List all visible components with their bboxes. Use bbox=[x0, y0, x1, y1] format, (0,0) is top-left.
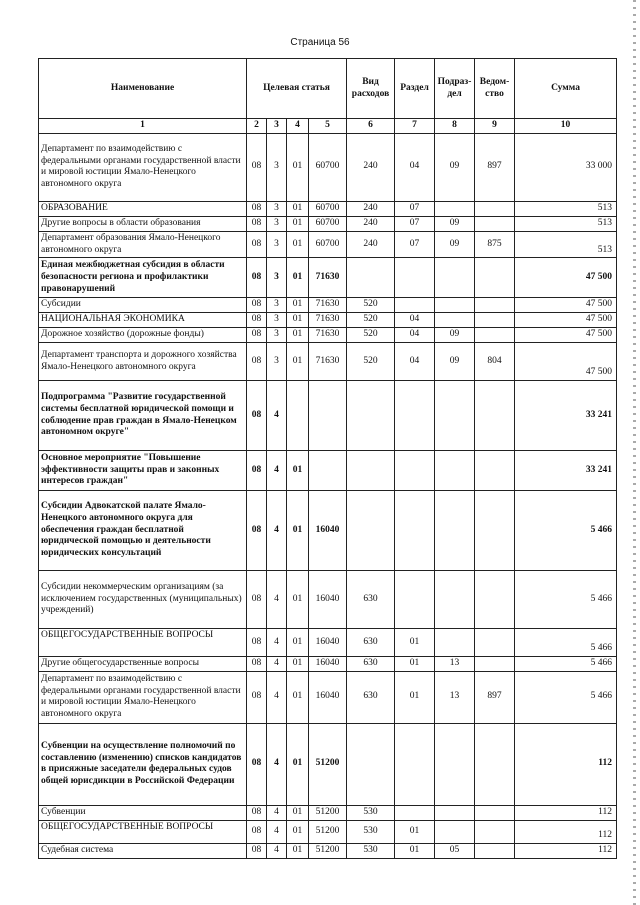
row-code-c7 bbox=[395, 381, 435, 451]
table-body bbox=[39, 133, 617, 858]
table-row bbox=[39, 843, 617, 858]
row-code-c9 bbox=[475, 216, 515, 231]
row-code-c3: 4 bbox=[267, 629, 287, 657]
row-code-c6: 520 bbox=[347, 343, 395, 381]
row-code-c2: 08 bbox=[247, 820, 267, 843]
row-code-c4: 01 bbox=[287, 571, 309, 629]
table-row bbox=[39, 629, 617, 657]
row-code-c7: 07 bbox=[395, 201, 435, 216]
row-code-c7 bbox=[395, 451, 435, 491]
header-sum: Сумма bbox=[515, 59, 617, 119]
row-code-c8 bbox=[435, 723, 475, 805]
row-code-c7: 01 bbox=[395, 820, 435, 843]
row-code-c9 bbox=[475, 313, 515, 328]
row-code-c2: 08 bbox=[247, 298, 267, 313]
row-code-c7: 01 bbox=[395, 843, 435, 858]
row-name: НАЦИОНАЛЬНАЯ ЭКОНОМИКА bbox=[39, 313, 247, 328]
row-code-c6 bbox=[347, 723, 395, 805]
table-row bbox=[39, 258, 617, 298]
row-code-c6: 630 bbox=[347, 571, 395, 629]
row-code-c9 bbox=[475, 201, 515, 216]
row-code-c8: 09 bbox=[435, 133, 475, 201]
row-name: Другие вопросы в области образования bbox=[39, 216, 247, 231]
row-code-c3: 4 bbox=[267, 843, 287, 858]
row-code-c2: 08 bbox=[247, 343, 267, 381]
row-code-c9 bbox=[475, 328, 515, 343]
row-code-c8: 09 bbox=[435, 343, 475, 381]
row-name: Департамент транспорта и дорожного хозяйства Ямало-Ненецкого автономного округа bbox=[39, 343, 247, 381]
header-row bbox=[39, 59, 617, 119]
row-code-c3: 4 bbox=[267, 491, 287, 571]
row-code-c5: 16040 bbox=[309, 629, 347, 657]
row-code-c4: 01 bbox=[287, 133, 309, 201]
row-code-c3: 3 bbox=[267, 298, 287, 313]
row-code-c5: 60700 bbox=[309, 201, 347, 216]
row-code-c6: 630 bbox=[347, 657, 395, 672]
row-code-c2: 08 bbox=[247, 201, 267, 216]
row-sum: 33 241 bbox=[515, 451, 617, 491]
row-code-c6: 530 bbox=[347, 820, 395, 843]
row-code-c2: 08 bbox=[247, 843, 267, 858]
row-sum: 47 500 bbox=[515, 258, 617, 298]
row-sum: 47 500 bbox=[515, 313, 617, 328]
row-code-c8 bbox=[435, 258, 475, 298]
table-row bbox=[39, 657, 617, 672]
table-row bbox=[39, 491, 617, 571]
row-code-c9 bbox=[475, 657, 515, 672]
row-code-c3: 3 bbox=[267, 313, 287, 328]
row-code-c7: 01 bbox=[395, 657, 435, 672]
row-code-c5 bbox=[309, 381, 347, 451]
row-name: ОБЩЕГОСУДАРСТВЕННЫЕ ВОПРОСЫ bbox=[39, 629, 247, 657]
row-sum: 5 466 bbox=[515, 629, 617, 657]
row-sum: 5 466 bbox=[515, 491, 617, 571]
row-code-c7: 07 bbox=[395, 216, 435, 231]
column-number: 2 bbox=[247, 119, 267, 134]
row-code-c2: 08 bbox=[247, 805, 267, 820]
row-sum: 112 bbox=[515, 805, 617, 820]
row-code-c9 bbox=[475, 723, 515, 805]
row-code-c9 bbox=[475, 491, 515, 571]
header-dept: Ведом-ство bbox=[475, 59, 515, 119]
row-code-c3: 4 bbox=[267, 451, 287, 491]
row-code-c2: 08 bbox=[247, 328, 267, 343]
row-code-c7: 07 bbox=[395, 231, 435, 258]
row-code-c3: 4 bbox=[267, 381, 287, 451]
header-subsection: Подраз-дел bbox=[435, 59, 475, 119]
table-row bbox=[39, 328, 617, 343]
row-code-c7: 01 bbox=[395, 671, 435, 723]
row-code-c2: 08 bbox=[247, 723, 267, 805]
row-code-c4: 01 bbox=[287, 843, 309, 858]
table-row bbox=[39, 381, 617, 451]
row-code-c9: 897 bbox=[475, 133, 515, 201]
row-code-c6 bbox=[347, 451, 395, 491]
column-number-row bbox=[39, 119, 617, 134]
table-row bbox=[39, 820, 617, 843]
row-code-c6 bbox=[347, 491, 395, 571]
table-row bbox=[39, 231, 617, 258]
row-sum: 5 466 bbox=[515, 671, 617, 723]
row-code-c3: 4 bbox=[267, 723, 287, 805]
row-code-c9 bbox=[475, 451, 515, 491]
row-name: Субвенции bbox=[39, 805, 247, 820]
row-code-c2: 08 bbox=[247, 216, 267, 231]
row-code-c6: 240 bbox=[347, 216, 395, 231]
row-name: Субсидии bbox=[39, 298, 247, 313]
table-row bbox=[39, 201, 617, 216]
column-number: 10 bbox=[515, 119, 617, 134]
row-sum: 513 bbox=[515, 231, 617, 258]
budget-table bbox=[38, 58, 617, 859]
row-code-c6: 520 bbox=[347, 298, 395, 313]
row-sum: 47 500 bbox=[515, 343, 617, 381]
row-code-c8: 13 bbox=[435, 671, 475, 723]
row-code-c9 bbox=[475, 805, 515, 820]
header-target: Целевая статья bbox=[247, 59, 347, 119]
row-sum: 33 000 bbox=[515, 133, 617, 201]
row-name: Департамент образования Ямало-Ненецкого автономного округа bbox=[39, 231, 247, 258]
row-code-c4: 01 bbox=[287, 629, 309, 657]
row-name: ОБРАЗОВАНИЕ bbox=[39, 201, 247, 216]
row-code-c8: 09 bbox=[435, 216, 475, 231]
row-code-c4: 01 bbox=[287, 657, 309, 672]
row-code-c6: 240 bbox=[347, 133, 395, 201]
row-code-c5 bbox=[309, 451, 347, 491]
row-code-c5: 60700 bbox=[309, 216, 347, 231]
row-sum: 112 bbox=[515, 843, 617, 858]
row-code-c9 bbox=[475, 298, 515, 313]
row-code-c8 bbox=[435, 313, 475, 328]
row-code-c4: 01 bbox=[287, 328, 309, 343]
row-name: Основное мероприятие "Повышение эффективности защиты прав и законных интересов граждан" bbox=[39, 451, 247, 491]
row-code-c3: 4 bbox=[267, 820, 287, 843]
column-number: 1 bbox=[39, 119, 247, 134]
row-code-c2: 08 bbox=[247, 451, 267, 491]
row-code-c4 bbox=[287, 381, 309, 451]
row-code-c3: 3 bbox=[267, 231, 287, 258]
row-code-c7 bbox=[395, 258, 435, 298]
column-number: 9 bbox=[475, 119, 515, 134]
row-code-c5: 71630 bbox=[309, 258, 347, 298]
row-code-c2: 08 bbox=[247, 629, 267, 657]
row-code-c2: 08 bbox=[247, 657, 267, 672]
row-code-c8 bbox=[435, 571, 475, 629]
row-code-c6: 520 bbox=[347, 313, 395, 328]
row-code-c3: 4 bbox=[267, 571, 287, 629]
column-number: 4 bbox=[287, 119, 309, 134]
row-code-c5: 60700 bbox=[309, 133, 347, 201]
row-sum: 112 bbox=[515, 723, 617, 805]
row-code-c6: 630 bbox=[347, 671, 395, 723]
row-code-c8: 05 bbox=[435, 843, 475, 858]
row-code-c5: 71630 bbox=[309, 313, 347, 328]
row-sum: 112 bbox=[515, 820, 617, 843]
row-code-c5: 71630 bbox=[309, 343, 347, 381]
row-code-c7 bbox=[395, 805, 435, 820]
row-code-c3: 4 bbox=[267, 657, 287, 672]
row-code-c9: 875 bbox=[475, 231, 515, 258]
row-code-c5: 16040 bbox=[309, 657, 347, 672]
row-code-c6: 530 bbox=[347, 805, 395, 820]
row-code-c5: 71630 bbox=[309, 298, 347, 313]
row-code-c2: 08 bbox=[247, 571, 267, 629]
row-code-c5: 51200 bbox=[309, 820, 347, 843]
table-row bbox=[39, 216, 617, 231]
column-number: 8 bbox=[435, 119, 475, 134]
table-row bbox=[39, 805, 617, 820]
row-sum: 5 466 bbox=[515, 657, 617, 672]
row-name: Судебная система bbox=[39, 843, 247, 858]
row-code-c5: 60700 bbox=[309, 231, 347, 258]
row-code-c9 bbox=[475, 820, 515, 843]
table-row bbox=[39, 313, 617, 328]
row-code-c3: 4 bbox=[267, 671, 287, 723]
row-code-c2: 08 bbox=[247, 671, 267, 723]
header-name: Наименование bbox=[39, 59, 247, 119]
row-name: Департамент по взаимодействию с федеральными органами государственной власти и мировой юстиции Ямало-Ненецкого автономного округа bbox=[39, 671, 247, 723]
row-code-c5: 51200 bbox=[309, 843, 347, 858]
row-code-c4: 01 bbox=[287, 258, 309, 298]
table-row bbox=[39, 133, 617, 201]
row-code-c4: 01 bbox=[287, 671, 309, 723]
page-number: Страница 56 bbox=[290, 37, 350, 48]
row-code-c4: 01 bbox=[287, 805, 309, 820]
row-name: Дорожное хозяйство (дорожные фонды) bbox=[39, 328, 247, 343]
row-code-c5: 51200 bbox=[309, 805, 347, 820]
row-code-c8 bbox=[435, 805, 475, 820]
row-code-c4: 01 bbox=[287, 451, 309, 491]
row-code-c7: 01 bbox=[395, 629, 435, 657]
row-code-c6 bbox=[347, 381, 395, 451]
row-code-c9 bbox=[475, 381, 515, 451]
row-code-c6: 520 bbox=[347, 328, 395, 343]
row-code-c4: 01 bbox=[287, 313, 309, 328]
row-code-c9 bbox=[475, 571, 515, 629]
row-code-c7 bbox=[395, 723, 435, 805]
row-code-c5: 51200 bbox=[309, 723, 347, 805]
table-row bbox=[39, 723, 617, 805]
row-code-c2: 08 bbox=[247, 258, 267, 298]
row-sum: 5 466 bbox=[515, 571, 617, 629]
table-row bbox=[39, 451, 617, 491]
row-sum: 513 bbox=[515, 216, 617, 231]
row-code-c7: 04 bbox=[395, 328, 435, 343]
row-code-c9 bbox=[475, 843, 515, 858]
row-code-c4: 01 bbox=[287, 298, 309, 313]
row-code-c3: 3 bbox=[267, 343, 287, 381]
row-code-c7: 04 bbox=[395, 343, 435, 381]
column-number: 3 bbox=[267, 119, 287, 134]
row-name: ОБЩЕГОСУДАРСТВЕННЫЕ ВОПРОСЫ bbox=[39, 820, 247, 843]
table-row bbox=[39, 298, 617, 313]
row-code-c8 bbox=[435, 451, 475, 491]
row-code-c2: 08 bbox=[247, 313, 267, 328]
row-sum: 47 500 bbox=[515, 298, 617, 313]
row-code-c8 bbox=[435, 201, 475, 216]
row-code-c7: 04 bbox=[395, 313, 435, 328]
row-sum: 513 bbox=[515, 201, 617, 216]
table-row bbox=[39, 671, 617, 723]
row-code-c4: 01 bbox=[287, 723, 309, 805]
row-code-c8 bbox=[435, 381, 475, 451]
row-sum: 33 241 bbox=[515, 381, 617, 451]
row-code-c5: 16040 bbox=[309, 671, 347, 723]
row-code-c8: 13 bbox=[435, 657, 475, 672]
row-code-c9 bbox=[475, 629, 515, 657]
row-name: Субвенции на осуществление полномочий по составлению (изменению) списков кандидатов в присяжные заседатели федеральных судов общей юрисдикции в Российской Федерации bbox=[39, 723, 247, 805]
row-code-c8 bbox=[435, 298, 475, 313]
row-name: Субсидии Адвокатской палате Ямало-Ненецкого автономного округа для обеспечения граждан бесплатной юридической помощью и деятельности юридических консультаций bbox=[39, 491, 247, 571]
row-code-c4: 01 bbox=[287, 231, 309, 258]
row-code-c8: 09 bbox=[435, 328, 475, 343]
column-number: 6 bbox=[347, 119, 395, 134]
header-section: Раздел bbox=[395, 59, 435, 119]
row-code-c7 bbox=[395, 298, 435, 313]
row-name: Подпрограмма "Развитие государственной системы бесплатной юридической помощи и соблюдение прав граждан в Ямало-Ненецком автономном округе" bbox=[39, 381, 247, 451]
row-code-c2: 08 bbox=[247, 133, 267, 201]
column-number: 7 bbox=[395, 119, 435, 134]
table-row bbox=[39, 571, 617, 629]
row-code-c7 bbox=[395, 571, 435, 629]
row-code-c5: 16040 bbox=[309, 571, 347, 629]
row-code-c9: 804 bbox=[475, 343, 515, 381]
row-code-c3: 4 bbox=[267, 805, 287, 820]
row-code-c6: 240 bbox=[347, 231, 395, 258]
row-code-c8 bbox=[435, 820, 475, 843]
row-code-c6: 630 bbox=[347, 629, 395, 657]
row-name: Другие общегосударственные вопросы bbox=[39, 657, 247, 672]
row-code-c2: 08 bbox=[247, 231, 267, 258]
row-code-c5: 16040 bbox=[309, 491, 347, 571]
row-code-c3: 3 bbox=[267, 216, 287, 231]
row-name: Субсидии некоммерческим организациям (за исключением государственных (муниципальных) учреждений) bbox=[39, 571, 247, 629]
row-code-c9 bbox=[475, 258, 515, 298]
row-code-c8 bbox=[435, 491, 475, 571]
row-code-c4: 01 bbox=[287, 201, 309, 216]
row-code-c2: 08 bbox=[247, 491, 267, 571]
table-row bbox=[39, 343, 617, 381]
header-exp-type: Вид расходов bbox=[347, 59, 395, 119]
row-code-c7: 04 bbox=[395, 133, 435, 201]
row-code-c8 bbox=[435, 629, 475, 657]
row-sum: 47 500 bbox=[515, 328, 617, 343]
row-code-c4: 01 bbox=[287, 491, 309, 571]
row-code-c3: 3 bbox=[267, 133, 287, 201]
row-code-c4: 01 bbox=[287, 820, 309, 843]
row-code-c2: 08 bbox=[247, 381, 267, 451]
row-name: Департамент по взаимодействию с федеральными органами государственной власти и мировой юстиции Ямало-Ненецкого автономного округа bbox=[39, 133, 247, 201]
row-code-c4: 01 bbox=[287, 343, 309, 381]
row-name: Единая межбюджетная субсидия в области безопасности региона и профилактики правонарушений bbox=[39, 258, 247, 298]
row-code-c7 bbox=[395, 491, 435, 571]
column-number: 5 bbox=[309, 119, 347, 134]
row-code-c9: 897 bbox=[475, 671, 515, 723]
row-code-c6 bbox=[347, 258, 395, 298]
row-code-c6: 240 bbox=[347, 201, 395, 216]
row-code-c3: 3 bbox=[267, 201, 287, 216]
row-code-c4: 01 bbox=[287, 216, 309, 231]
row-code-c3: 3 bbox=[267, 258, 287, 298]
row-code-c3: 3 bbox=[267, 328, 287, 343]
row-code-c6: 530 bbox=[347, 843, 395, 858]
row-code-c5: 71630 bbox=[309, 328, 347, 343]
row-code-c8: 09 bbox=[435, 231, 475, 258]
scan-edge bbox=[633, 0, 636, 905]
